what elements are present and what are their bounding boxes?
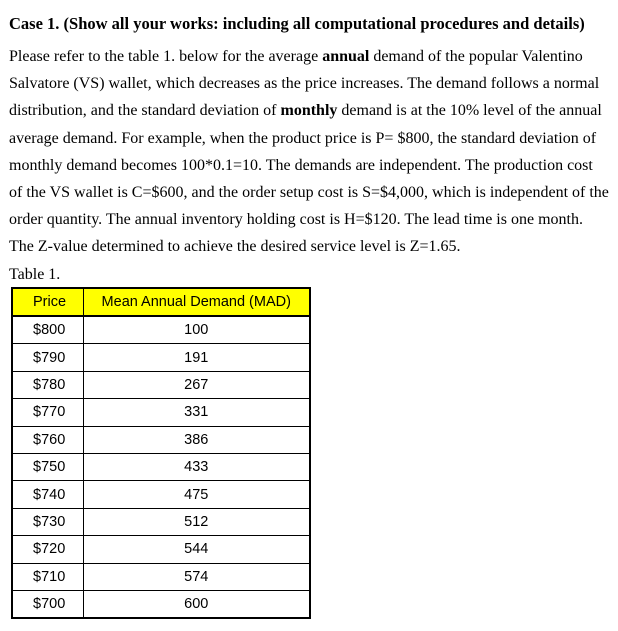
demand-cell: 331 — [83, 399, 310, 426]
demand-cell: 191 — [83, 344, 310, 371]
demand-cell: 475 — [83, 481, 310, 508]
price-cell: $770 — [12, 399, 83, 426]
demand-cell: 544 — [83, 536, 310, 563]
header-mad: Mean Annual Demand (MAD) — [83, 288, 310, 316]
table-row — [12, 563, 310, 590]
paragraph-line-2: Salvatore (VS) wallet, which decreases as the price increases. The demand follows a normal — [9, 75, 600, 93]
demand-cell: 267 — [83, 371, 310, 398]
paragraph-line-7: order quantity. The annual inventory holding cost is H=$120. The lead time is one month. — [9, 211, 583, 229]
demand-cell: 600 — [83, 590, 310, 618]
problem-paragraph — [9, 43, 615, 261]
paragraph-text: demand is at the 10% level of the annual — [337, 102, 602, 120]
price-cell: $740 — [12, 481, 83, 508]
paragraph-text: demand of the popular Valentino — [369, 48, 583, 65]
demand-cell: 433 — [83, 453, 310, 480]
table-row — [12, 371, 310, 398]
table-row — [12, 481, 310, 508]
table-row — [12, 399, 310, 426]
demand-cell: 574 — [83, 563, 310, 590]
table-header-row — [12, 288, 310, 316]
paragraph-line-6: of the VS wallet is C=$600, and the order setup cost is S=$4,000, which is independent of the — [9, 184, 609, 202]
price-cell: $730 — [12, 508, 83, 535]
price-cell: $800 — [12, 316, 83, 344]
paragraph-line-1 — [9, 43, 615, 70]
header-price: Price — [12, 288, 83, 316]
table-row — [12, 508, 310, 535]
price-cell: $700 — [12, 590, 83, 618]
demand-cell: 512 — [83, 508, 310, 535]
paragraph-line-4: average demand. For example, when the product price is P= $800, the standard deviation of — [9, 129, 597, 147]
table-row — [12, 536, 310, 563]
price-cell: $780 — [12, 371, 83, 398]
paragraph-text: Please refer to the table 1. below for the average — [9, 48, 323, 65]
table-row — [12, 453, 310, 480]
demand-cell: 386 — [83, 426, 310, 453]
table-row — [12, 344, 310, 371]
demand-table — [11, 287, 311, 619]
paragraph-line-3 — [9, 97, 615, 124]
demand-cell: 100 — [83, 316, 310, 344]
paragraph-line-5: monthly demand becomes 100*0.1=10. The demands are independent. The production cost — [9, 156, 593, 174]
price-cell: $710 — [12, 563, 83, 590]
table-row — [12, 426, 310, 453]
price-cell: $720 — [12, 536, 83, 563]
case-heading: Case 1. (Show all your works: including all computational procedures and details) — [9, 14, 585, 33]
price-cell: $760 — [12, 426, 83, 453]
emphasis-monthly: monthly — [280, 102, 338, 120]
table-caption: Table 1. — [9, 266, 61, 283]
price-cell: $750 — [12, 453, 83, 480]
paragraph-text: distribution, and the standard deviation of — [9, 102, 281, 120]
table-row — [12, 316, 310, 344]
paragraph-line-8: The Z-value determined to achieve the desired service level is Z=1.65. — [9, 238, 461, 256]
table-row — [12, 590, 310, 618]
emphasis-annual: annual — [322, 48, 370, 65]
price-cell: $790 — [12, 344, 83, 371]
